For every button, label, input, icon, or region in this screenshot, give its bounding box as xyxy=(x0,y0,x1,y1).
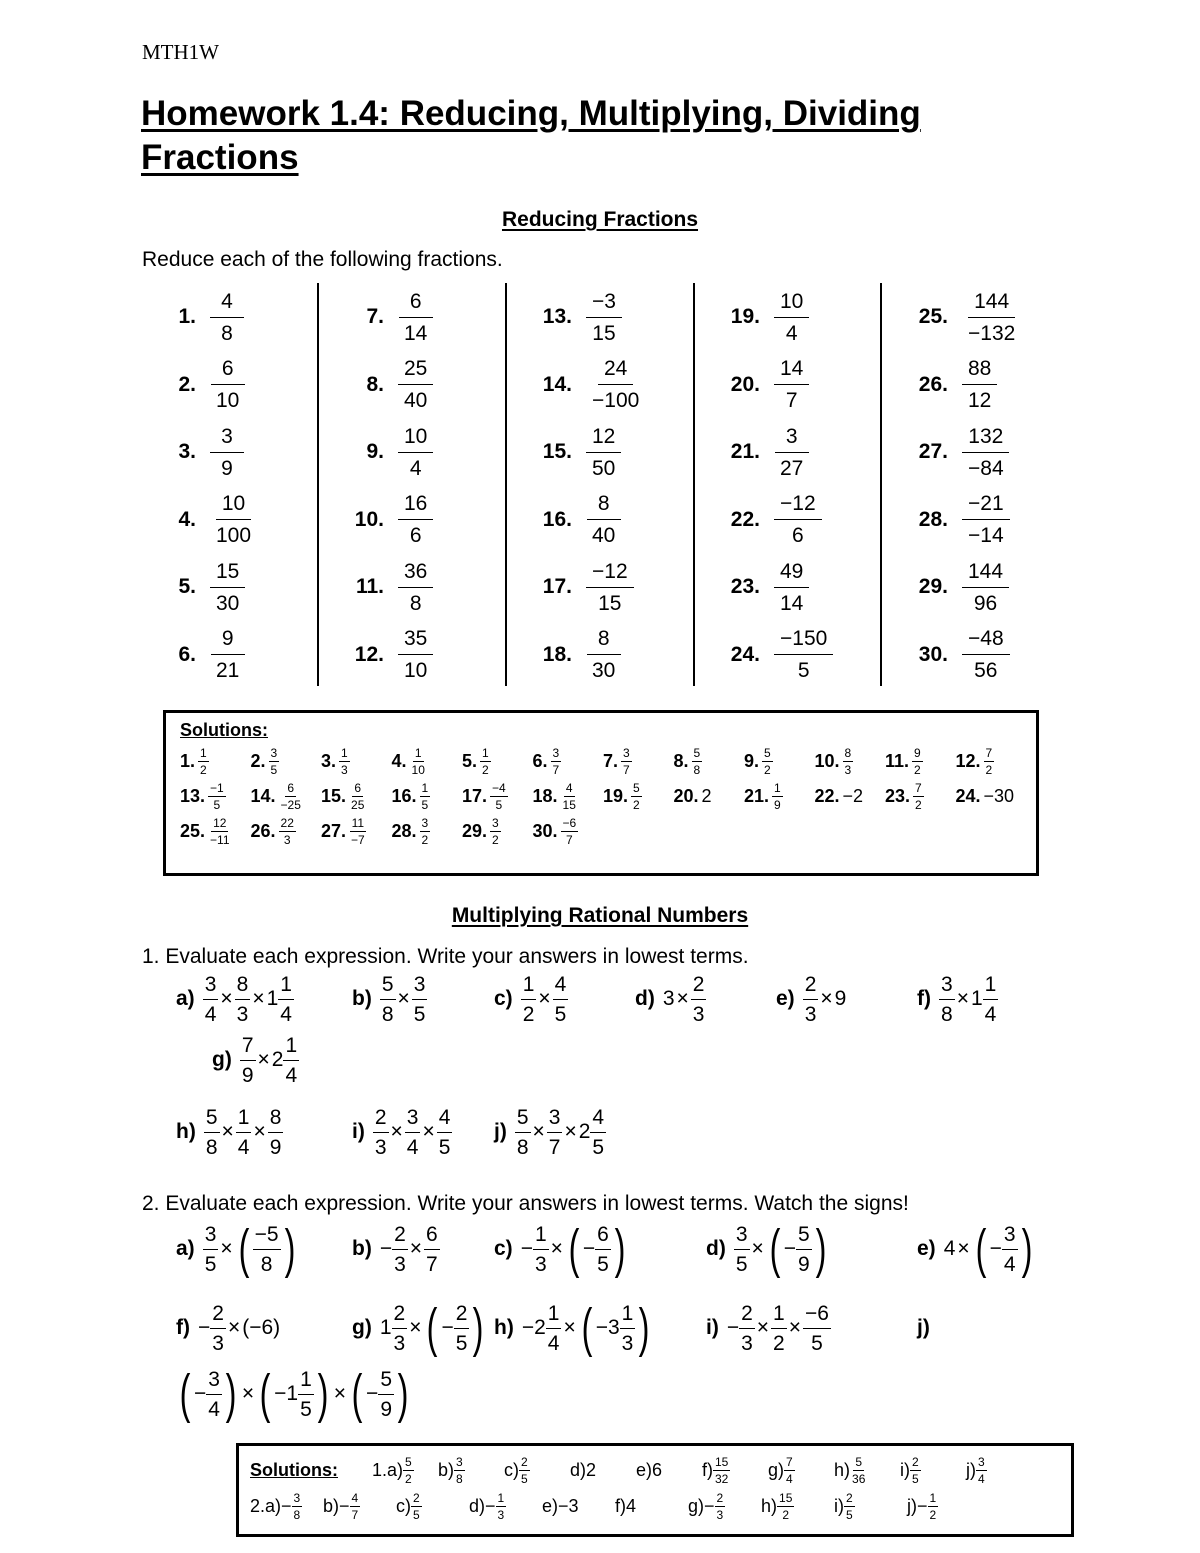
fraction: 8 3 xyxy=(844,745,852,777)
fraction: 11 −7 xyxy=(351,815,365,847)
problem-number: 4. xyxy=(178,507,196,531)
item-label: h) xyxy=(176,1120,196,1143)
problem-number: 12. xyxy=(354,642,384,666)
problem-number: 15. xyxy=(542,440,572,463)
fraction: −1 5 xyxy=(210,780,224,812)
fraction: 3 9 xyxy=(210,426,244,479)
reduce-problem xyxy=(510,351,645,419)
solution-item: 10. 8 3 xyxy=(814,745,852,777)
fraction: 7 4 xyxy=(786,1454,793,1486)
q2-j-label xyxy=(917,1296,938,1360)
item-label: g) xyxy=(352,1316,372,1339)
fraction: 6 −25 xyxy=(280,780,301,812)
column-divider xyxy=(317,283,319,686)
solution-item: f) 4 xyxy=(615,1495,637,1516)
fraction: 1 3 xyxy=(341,745,348,777)
reduce-problem xyxy=(134,621,245,689)
fraction: 1 5 xyxy=(421,780,429,812)
fraction: −21 −14 xyxy=(962,493,1010,546)
item-label: e) xyxy=(776,987,795,1010)
problem-number: 25. xyxy=(918,305,948,328)
solution-item: 11. 9 2 xyxy=(885,745,921,777)
solutions-label: Solutions: xyxy=(250,1459,338,1480)
column-divider xyxy=(505,283,507,686)
problem-number: 2. xyxy=(178,372,196,396)
solution-item: i) 2 5 xyxy=(900,1454,919,1486)
q1-f: f) $\frac{3}{8}$ × 1 $\frac{1}{4}$ xyxy=(917,972,997,1026)
problem-number: 14. xyxy=(542,372,572,396)
fraction: 3 27 xyxy=(774,426,809,479)
q2-j: ( − 3 4 ) × ( −1 1 5 ) × ( − 5 9 ) xyxy=(179,1364,409,1424)
question-2-text: 2. Evaluate each expression. Write your answers in lowest terms. Watch the signs! xyxy=(142,1192,909,1215)
fraction: 36 8 xyxy=(398,561,433,614)
solution-item: 16. 1 5 xyxy=(391,780,429,812)
fraction: 1 10 xyxy=(411,745,425,777)
fraction: 144 96 xyxy=(962,561,1009,614)
item-label: g) xyxy=(212,1048,232,1071)
fraction: 9 21 xyxy=(210,628,245,681)
item-label: b) xyxy=(352,987,372,1010)
fraction: 3 2 xyxy=(492,815,499,847)
q2-e: e) 4 × ( − 3 4 ) xyxy=(917,1219,1032,1279)
fraction: 49 14 xyxy=(774,561,809,614)
problem-number: 13. xyxy=(542,305,572,328)
item-label: d) xyxy=(635,987,655,1010)
item-label: j) xyxy=(494,1120,507,1143)
q1-g: g) $\frac{7}{9}$ × 2 $\frac{1}{4}$ xyxy=(212,1033,298,1087)
fraction: 10 4 xyxy=(774,291,809,344)
solution-item: 8. 5 8 xyxy=(673,745,701,777)
course-code: MTH1W xyxy=(142,40,219,64)
fraction: 3 4 xyxy=(978,1454,985,1486)
problem-number: 29. xyxy=(918,575,948,598)
solution-item: 30. −6 7 xyxy=(532,815,577,847)
fraction: 9 2 xyxy=(914,745,921,777)
reduce-problem xyxy=(886,418,1010,486)
solution-item: d) 2 xyxy=(570,1459,597,1480)
solution-item: 22. −2 xyxy=(814,785,864,806)
solution-item: 9. 5 2 xyxy=(744,745,771,777)
reduce-problem xyxy=(322,283,433,351)
reduce-problem xyxy=(510,283,622,351)
reduce-problem xyxy=(698,283,809,351)
fraction: −12 15 xyxy=(586,561,634,614)
fraction: 144 −132 xyxy=(968,289,1016,345)
item-label: j) xyxy=(917,1316,930,1339)
solution-item: c) 2 5 xyxy=(504,1454,528,1486)
fraction: 1 2 xyxy=(200,745,207,777)
q1-b: b) $\frac{5}{8}$ × $\frac{3}{5}$ xyxy=(352,972,426,1026)
fraction: $\frac{1}{2}$ xyxy=(929,1490,937,1522)
fraction: 10 100 xyxy=(216,492,252,547)
solution-item: 3. 1 3 xyxy=(321,745,348,777)
problem-number: 10. xyxy=(354,507,384,531)
reduce-problem xyxy=(134,418,244,486)
fraction: 6 14 xyxy=(398,291,433,344)
solution-item: 29. 3 2 xyxy=(462,815,499,847)
solution-item: 15. 6 25 xyxy=(321,780,365,812)
problem-number: 5. xyxy=(178,575,196,598)
q1-a: a) $\frac{3}{4}$ × $\frac{8}{3}$ × 1 $\frac{1}{4}$ xyxy=(176,972,292,1026)
fraction: 35 10 xyxy=(398,628,433,681)
title-line-2: Fractions xyxy=(141,138,299,177)
fraction: $\frac{2}{3}$ xyxy=(716,1490,724,1522)
q1-j: j) $\frac{5}{8}$ × $\frac{3}{7}$ × 2 $\frac{4}{5}$ xyxy=(494,1105,605,1159)
fraction: 88 12 xyxy=(962,358,997,411)
item-label: h) xyxy=(494,1316,514,1339)
q2-g: g) 1 $\frac{2}{3}$ × ( − 2 5 ) xyxy=(352,1298,484,1358)
solution-item: 2. 3 5 xyxy=(250,745,278,777)
problem-number: 21. xyxy=(730,440,760,463)
fraction: 2 5 xyxy=(413,1490,420,1522)
column-divider xyxy=(880,283,882,686)
fraction: 3 7 xyxy=(552,745,560,777)
reduce-problem xyxy=(134,351,245,419)
fraction: 5 2 xyxy=(633,780,640,812)
fraction: 16 6 xyxy=(398,493,433,546)
problem-number: 18. xyxy=(542,642,572,666)
solution-item: 19. 5 2 xyxy=(603,780,640,812)
reduce-problem xyxy=(886,283,1021,351)
fraction: $\frac{3}{8}$ xyxy=(293,1490,301,1522)
fraction: 3 7 xyxy=(623,745,630,777)
reduce-problem xyxy=(510,486,621,554)
fraction: −3 15 xyxy=(586,291,622,344)
problem-number: 6. xyxy=(178,642,196,666)
solution-item: 14. 6 −25 xyxy=(250,780,301,812)
solution-item: 23. 7 2 xyxy=(885,780,922,812)
q1-e: e) $\frac{2}{3}$ × 9 xyxy=(776,972,847,1026)
q1-i: i) $\frac{2}{3}$ × $\frac{3}{4}$ × $\frac{4}{5}$ xyxy=(352,1105,451,1159)
solution-item: h) 5 36 xyxy=(834,1454,866,1486)
fraction: $\frac{4}{7}$ xyxy=(351,1490,359,1522)
item-label: c) xyxy=(494,1237,513,1260)
solution-item: 24. −30 xyxy=(955,785,1015,806)
solution-item: 1.a) 5 2 xyxy=(372,1454,412,1486)
reduce-problem xyxy=(698,418,809,486)
reduce-problem xyxy=(510,621,621,689)
solution-item: 5. 1 2 xyxy=(462,745,489,777)
solution-item: 28. 3 2 xyxy=(391,815,429,847)
solution-item: 21. 1 9 xyxy=(744,780,781,812)
problem-number: 24. xyxy=(730,642,760,666)
problem-number: 26. xyxy=(918,372,948,396)
solution-item: f) 15 32 xyxy=(702,1454,729,1486)
q1-h: h) $\frac{5}{8}$ × $\frac{1}{4}$ × $\frac{8}{9}$ xyxy=(176,1105,282,1159)
problem-number: 22. xyxy=(730,507,760,531)
reduce-problem xyxy=(886,351,997,419)
fraction: 12 50 xyxy=(586,426,621,479)
fraction: 14 7 xyxy=(774,358,809,411)
instruction-text: Reduce each of the following fractions. xyxy=(142,248,503,271)
fraction: 5 36 xyxy=(852,1454,866,1486)
fraction: −12 6 xyxy=(774,493,822,546)
q2-i: i) − $\frac{2}{3}$ × $\frac{1}{2}$ × $\frac{-6}{5}$ xyxy=(706,1301,829,1355)
fraction: 2 5 xyxy=(521,1454,528,1486)
reduce-problem xyxy=(698,351,809,419)
column-divider xyxy=(693,283,695,686)
title-line-1: Homework 1.4: Reducing, Multiplying, Dividing xyxy=(141,94,921,133)
fraction: 4 8 xyxy=(210,291,244,344)
solution-item: 26. 22 3 xyxy=(250,815,294,847)
problem-number: 8. xyxy=(366,372,384,396)
fraction: 8 40 xyxy=(586,493,621,546)
problem-number: 16. xyxy=(542,507,572,531)
q1-c: c) $\frac{1}{2}$ × $\frac{4}{5}$ xyxy=(494,972,567,1026)
problem-number: 27. xyxy=(918,440,948,463)
solution-item: 12. 7 2 xyxy=(955,745,993,777)
solution-item: 4. 1 10 xyxy=(391,745,425,777)
problem-number: 30. xyxy=(918,642,948,666)
solution-item: j) 3 4 xyxy=(966,1454,985,1486)
fraction: 5 8 xyxy=(693,745,701,777)
fraction: 8 30 xyxy=(586,628,621,681)
reduce-problem xyxy=(886,486,1010,554)
q2-h: h) −2 $\frac{1}{4}$ × ( −3 1 3 ) xyxy=(494,1298,650,1358)
solution-item: 13. −1 5 xyxy=(180,780,224,812)
fraction: 15 32 xyxy=(715,1454,729,1486)
reduce-problem xyxy=(886,553,1009,621)
fraction: 7 2 xyxy=(985,745,993,777)
reduce-problem xyxy=(698,553,809,621)
solution-item: e) −3 xyxy=(542,1495,579,1516)
solution-item: 17. −4 5 xyxy=(462,780,506,812)
fraction: 5 2 xyxy=(405,1454,412,1486)
solution-item: i) 2 5 xyxy=(834,1490,853,1522)
q2-a: a) $\frac{3}{5}$ × ( −5 8 ) xyxy=(176,1219,295,1279)
fraction: 6 10 xyxy=(210,358,245,411)
fraction: 1 2 xyxy=(482,745,489,777)
reduce-problem xyxy=(698,486,822,554)
page-title xyxy=(141,92,921,180)
fraction: 132 −84 xyxy=(962,426,1010,479)
reduce-problem xyxy=(510,418,621,486)
item-label: d) xyxy=(706,1237,726,1260)
solution-item: 7. 3 7 xyxy=(603,745,630,777)
problem-number: 1. xyxy=(178,305,196,328)
reduce-problem xyxy=(322,553,433,621)
section-heading-multiplying: Multiplying Rational Numbers xyxy=(451,904,749,927)
fraction: 25 40 xyxy=(398,358,433,411)
item-label: i) xyxy=(352,1120,365,1143)
problem-number: 20. xyxy=(730,372,760,396)
item-label: a) xyxy=(176,987,195,1010)
item-label: e) xyxy=(917,1237,936,1260)
fraction: 1 9 xyxy=(774,780,781,812)
problem-number: 11. xyxy=(355,575,384,598)
fraction: 15 2 xyxy=(779,1490,793,1522)
q2-f: f) − $\frac{2}{3}$ × (−6) xyxy=(176,1301,281,1355)
fraction: 2 5 xyxy=(912,1454,919,1486)
problem-number: 28. xyxy=(918,507,948,531)
reduce-problem xyxy=(322,351,433,419)
solution-item: b) − $\frac{4}{7}$ xyxy=(323,1490,359,1522)
reduce-problem xyxy=(322,486,433,554)
fraction: −4 5 xyxy=(492,780,506,812)
q1-d: d) 3 × $\frac{2}{3}$ xyxy=(635,972,705,1026)
solution-item: 25. 12 −11 xyxy=(180,815,230,847)
solution-item: 1. 1 2 xyxy=(180,745,207,777)
problem-number: 7. xyxy=(366,305,384,328)
reduce-problem xyxy=(322,621,433,689)
solution-item: g) 7 4 xyxy=(768,1454,793,1486)
problem-number: 23. xyxy=(730,575,760,598)
solution-item: d) − $\frac{1}{3}$ xyxy=(469,1490,505,1522)
solution-item: 18. 4 15 xyxy=(532,780,576,812)
fraction: 10 4 xyxy=(398,426,433,479)
item-label: f) xyxy=(917,987,931,1010)
solution-item: g) − $\frac{2}{3}$ xyxy=(688,1490,724,1522)
fraction: 7 2 xyxy=(915,780,922,812)
q2-c: c) − $\frac{1}{3}$ × ( − 6 5 ) xyxy=(494,1219,626,1279)
fraction: −150 5 xyxy=(774,628,833,681)
fraction: 2 5 xyxy=(846,1490,853,1522)
q2-b: b) − $\frac{2}{3}$ × $\frac{6}{7}$ xyxy=(352,1222,438,1276)
solution-item: 27. 11 −7 xyxy=(321,815,365,847)
solutions-label: Solutions: xyxy=(180,720,268,740)
item-label: b) xyxy=(352,1237,372,1260)
problem-number: 17. xyxy=(542,575,572,598)
solution-item: 20. 2 xyxy=(673,785,712,806)
reduce-problem xyxy=(134,553,245,621)
fraction: 22 3 xyxy=(280,815,294,847)
q2-d: d) $\frac{3}{5}$ × ( − 5 9 ) xyxy=(706,1219,827,1279)
fraction: −48 56 xyxy=(962,628,1010,681)
reduce-problem xyxy=(698,621,833,689)
problem-number: 3. xyxy=(178,440,196,463)
solution-item: h) 15 2 xyxy=(761,1490,793,1522)
problem-number: 9. xyxy=(366,440,384,463)
fraction: 3 8 xyxy=(456,1454,463,1486)
fraction: $\frac{1}{3}$ xyxy=(497,1490,505,1522)
solution-item: b) 3 8 xyxy=(438,1454,463,1486)
fraction: 3 5 xyxy=(270,745,278,777)
reduce-problem xyxy=(134,486,257,554)
reduce-problem xyxy=(886,621,1010,689)
reduce-problem xyxy=(134,283,244,351)
question-1-text: 1. Evaluate each expression. Write your answers in lowest terms. xyxy=(142,945,749,968)
fraction: 3 2 xyxy=(421,815,429,847)
solution-item: c) 2 5 xyxy=(396,1490,420,1522)
reduce-problem xyxy=(510,553,634,621)
problem-number: 19. xyxy=(730,305,760,328)
solution-item: j) − $\frac{1}{2}$ xyxy=(907,1490,937,1522)
fraction: 5 2 xyxy=(764,745,771,777)
item-label: i) xyxy=(706,1316,719,1339)
fraction: 6 25 xyxy=(351,780,365,812)
fraction: 24 −100 xyxy=(592,357,640,412)
item-label: c) xyxy=(494,987,513,1010)
solution-item: e) 6 xyxy=(636,1459,663,1480)
section-heading-reducing: Reducing Fractions xyxy=(501,208,699,231)
solution-item: 2.a) − $\frac{3}{8}$ xyxy=(250,1490,301,1522)
fraction: 4 15 xyxy=(562,780,576,812)
fraction: 12 −11 xyxy=(210,815,230,847)
reduce-problem xyxy=(322,418,433,486)
solution-item: 6. 3 7 xyxy=(532,745,560,777)
item-label: a) xyxy=(176,1237,195,1260)
item-label: f) xyxy=(176,1316,190,1339)
fraction: 15 30 xyxy=(210,561,245,614)
fraction: −6 7 xyxy=(562,815,577,847)
